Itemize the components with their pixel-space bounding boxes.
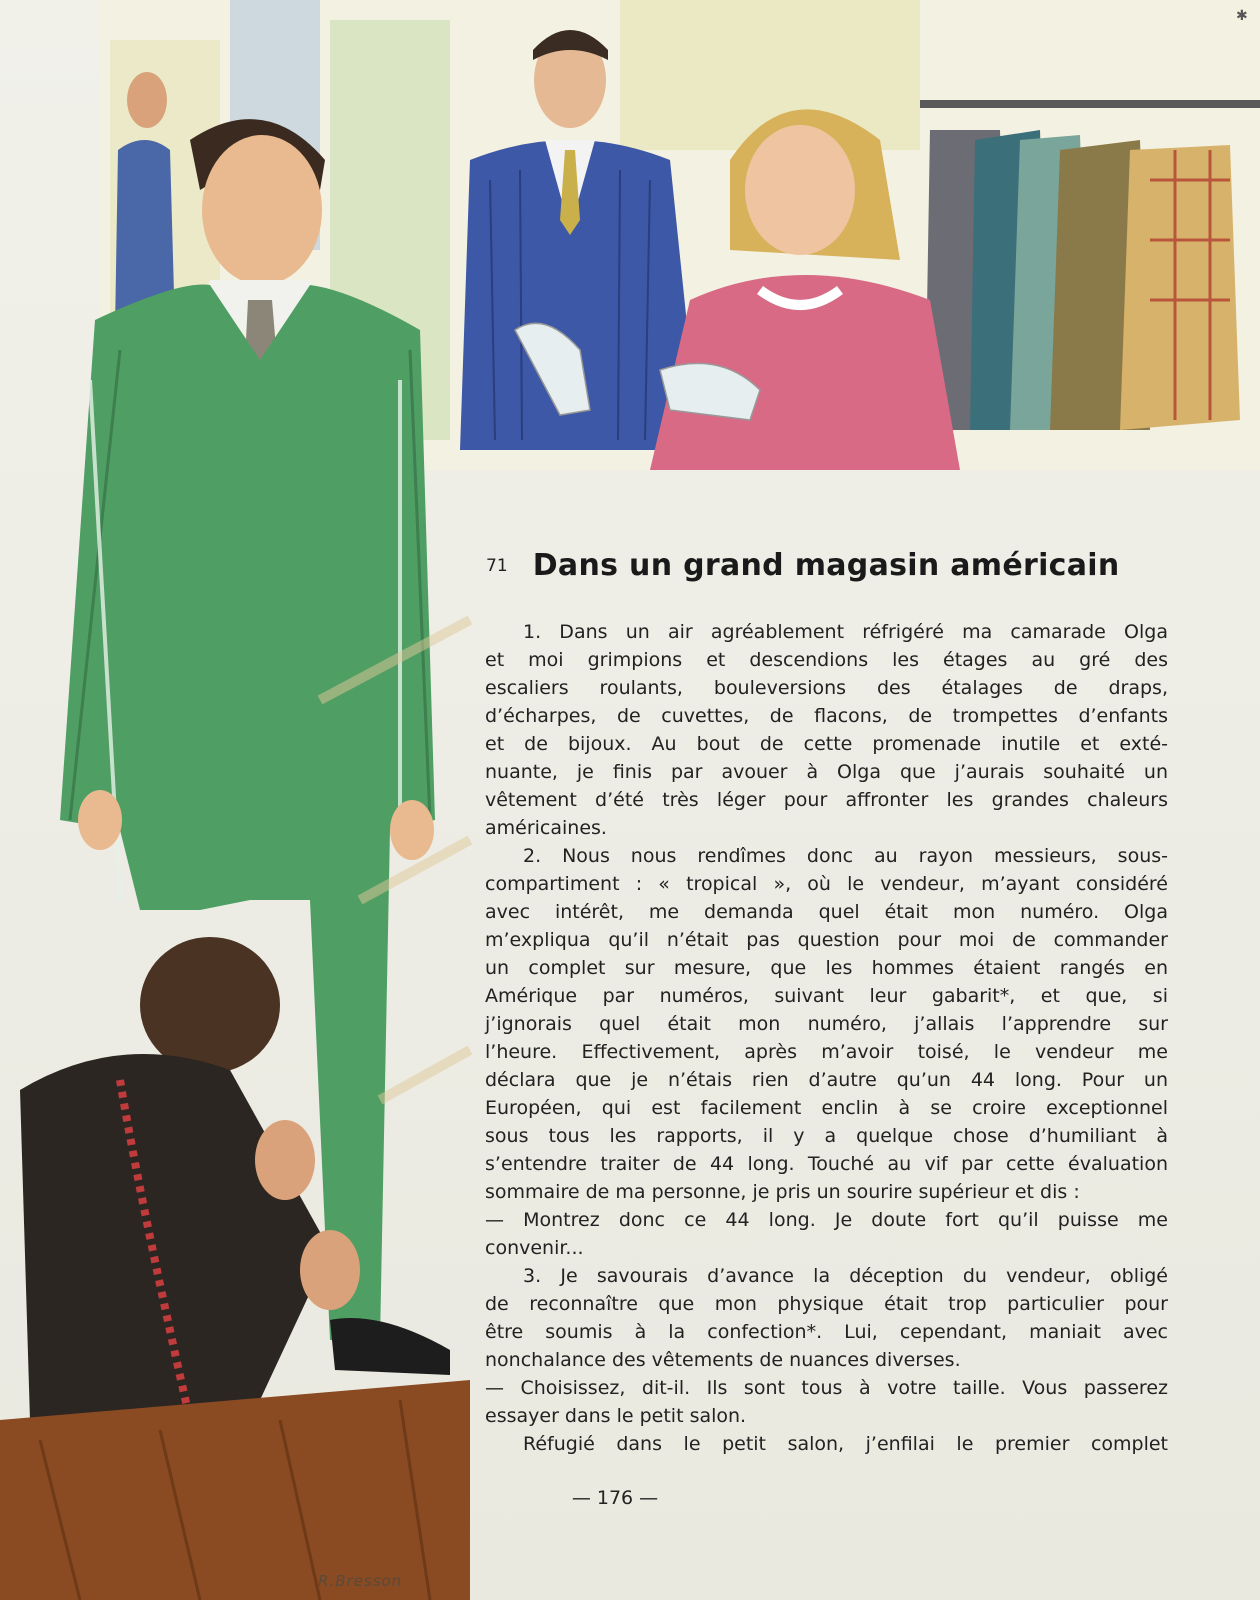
text-line: Amérique par numéros, suivant leur gabarit*, et que, si xyxy=(485,985,1168,1007)
text-line: 1. Dans un air agréablement réfrigéré ma camarade Olga xyxy=(523,621,1168,643)
text-line: essayer dans le petit salon. xyxy=(485,1405,747,1427)
illustrator-signature: R.Bresson xyxy=(318,1572,403,1590)
text-line: 2. Nous nous rendîmes donc au rayon messieurs, sous- xyxy=(523,845,1168,867)
tailor-kneeling xyxy=(20,937,360,1420)
text-line: être soumis à la confection*. Lui, cependant, maniait avec xyxy=(485,1321,1168,1343)
text-line: avec intérêt, me demanda quel était mon numéro. Olga xyxy=(485,901,1168,923)
text-line: nuante, je finis par avouer à Olga que j’aurais souhaité un xyxy=(485,761,1168,783)
text-line: m’expliqua qu’il n’était pas question pour moi de commander xyxy=(485,929,1168,951)
text-line: nonchalance des vêtements de nuances diverses. xyxy=(485,1349,961,1371)
text-line: de reconnaître que mon physique était trop particulier pour xyxy=(485,1293,1168,1315)
lesson-body-text xyxy=(485,618,1168,1458)
text-line: sous tous les rapports, il y a quelque chose d’humiliant à xyxy=(485,1125,1168,1147)
text-line: l’heure. Effectivement, après m’avoir toisé, le vendeur me xyxy=(485,1041,1168,1063)
text-line: — Montrez donc ce 44 long. Je doute fort qu’il puisse me xyxy=(485,1209,1168,1231)
text-line: 3. Je savourais d’avance la déception du vendeur, obligé xyxy=(523,1265,1168,1287)
text-line: j’ignorais quel était mon numéro, j’allais l’apprendre sur xyxy=(485,1013,1168,1035)
lesson-title: Dans un grand magasin américain xyxy=(532,548,1120,583)
text-line: sommaire de ma personne, je pris un sourire supérieur et dis : xyxy=(485,1181,1080,1203)
clothes-rack xyxy=(920,100,1260,430)
text-line: compartiment : « tropical », où le vendeur, m’ayant considéré xyxy=(485,873,1168,895)
text-line: et de bijoux. Au bout de cette promenade inutile et exté- xyxy=(485,733,1168,755)
page-number: — 176 — xyxy=(571,1487,659,1509)
corner-mark: ✱ xyxy=(1236,8,1248,24)
text-line: et moi grimpions et descendions les étages au gré des xyxy=(485,649,1168,671)
text-line: déclara que je n’étais rien d’autre qu’un 44 long. Pour un xyxy=(485,1069,1168,1091)
text-line: vêtement d’été très léger pour affronter les grandes chaleurs xyxy=(485,789,1168,811)
lesson-number: 71 xyxy=(486,555,508,576)
text-line: Européen, qui est facilement enclin à se croire exceptionnel xyxy=(485,1097,1168,1119)
text-line: américaines. xyxy=(485,817,607,839)
text-line: s’entendre traiter de 44 long. Touché au vif par cette évaluation xyxy=(485,1153,1168,1175)
text-line: Réfugié dans le petit salon, j’enfilai le premier complet xyxy=(523,1433,1168,1455)
lesson-heading xyxy=(486,548,1186,592)
text-line: — Choisissez, dit-il. Ils sont tous à votre taille. Vous passerez xyxy=(485,1377,1168,1399)
text-line: un complet sur mesure, que les hommes étaient rangés en xyxy=(485,957,1168,979)
text-line: escaliers roulants, bouleversions des étalages de draps, xyxy=(485,677,1168,699)
text-line: d’écharpes, de cuvettes, de flacons, de trompettes d’enfants xyxy=(485,705,1168,727)
text-line: convenir... xyxy=(485,1237,584,1259)
